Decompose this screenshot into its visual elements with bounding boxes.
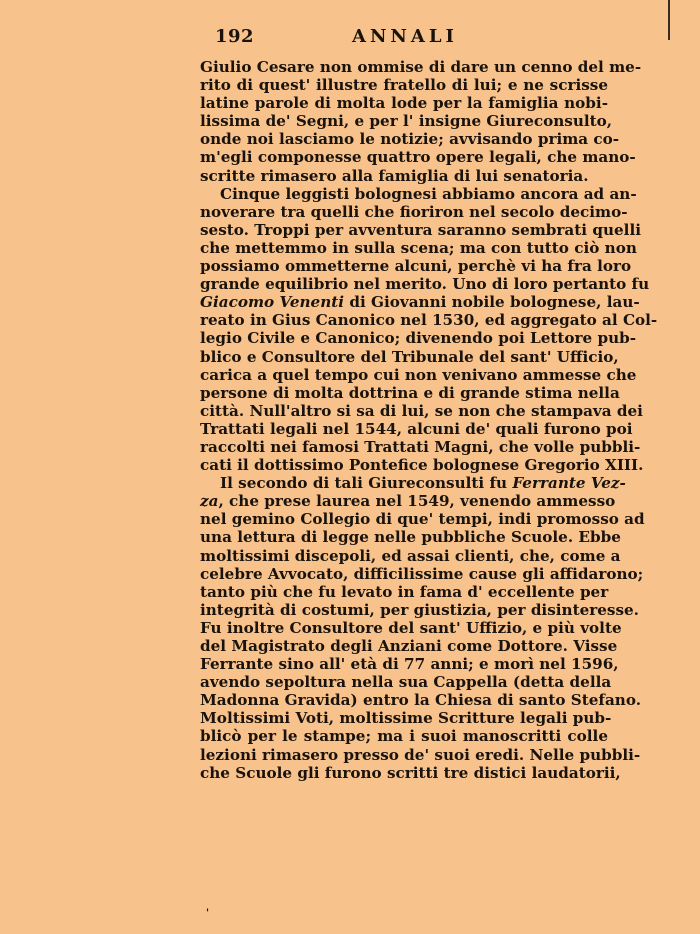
text-line: rito di quest' illustre fratello di lui; e ne scrisse: [200, 76, 608, 95]
text-line: onde noi lasciamo le notizie; avvisando prima co-: [200, 130, 620, 149]
text-line: reato in Gius Canonico nel 1530, ed aggregato al Col-: [200, 311, 658, 330]
body-text: [200, 58, 658, 782]
text-line: tanto più che fu levato in fama d' eccellente per: [200, 582, 609, 601]
text-line: latine parole di molta lode per la famiglia nobi-: [200, 94, 608, 113]
text-line: carica a quel tempo cui non venivano ammesse che: [200, 365, 637, 384]
text-line: raccolti nei famosi Trattati Magni, che volle pubbli-: [200, 437, 641, 456]
bottom-mark: ': [206, 908, 210, 919]
text-line: grande equilibrio nel merito. Uno di loro pertanto fu: [200, 275, 650, 294]
text-line: integrità di costumi, per giustizia, per disinteresse.: [200, 600, 639, 619]
text-line: lissima de' Segni, e per l' insigne Giureconsulto,: [200, 112, 613, 131]
text-line: blico e Consultore del Tribunale del sant' Ufficio,: [200, 347, 619, 366]
text-line: noverare tra quelli che fioriron nel secolo decimo-: [200, 202, 628, 221]
text-line: moltissimi discepoli, ed assai clienti, che, come a: [200, 546, 621, 565]
text-line: Giulio Cesare non ommise di dare un cenno del me-: [200, 58, 642, 76]
text-line: Il secondo di tali Giureconsulti fu Ferrante Vez-: [220, 474, 626, 493]
text-line: cati il dottissimo Pontefice bolognese Gregorio XIII.: [200, 456, 644, 475]
text-line: persone di molta dottrina e di grande stima nella: [200, 383, 620, 402]
text-line: una lettura di legge nelle pubbliche Scuole. Ebbe: [200, 528, 621, 547]
text-line: che Scuole gli furono scritti tre distici laudatorii,: [200, 763, 621, 782]
text-line: città. Null'altro si sa di lui, se non che stampava dei: [200, 401, 643, 420]
text-line: za, che prese laurea nel 1549, venendo ammesso: [200, 492, 616, 511]
text-line: lezioni rimasero presso de' suoi eredi. Nelle pubbli-: [200, 745, 641, 764]
text-line: m'egli componesse quattro opere legali, che mano-: [200, 148, 636, 167]
text-line: Ferrante sino all' età di 77 anni; e morì nel 1596,: [200, 655, 619, 674]
text-line: scritte rimasero alla famiglia di lui senatoria.: [200, 166, 589, 185]
running-title: ANNALI: [352, 26, 458, 47]
text-line: del Magistrato degli Anziani come Dottore. Visse: [200, 637, 618, 655]
text-line: che mettemmo in sulla scena; ma con tutto ciò non: [200, 238, 637, 257]
text-line: Giacomo Venenti di Giovanni nobile bolognese, lau-: [200, 293, 640, 312]
text-line: Cinque leggisti bolognesi abbiamo ancora ad an-: [220, 184, 637, 203]
text-line: Madonna Gravida) entro la Chiesa di santo Stefano.: [200, 691, 641, 710]
text-line: possiamo ommetterne alcuni, perchè vi ha fra loro: [200, 257, 632, 276]
text-line: Moltissimi Voti, moltissime Scritture legali pub-: [200, 709, 612, 728]
text-line: avendo sepoltura nella sua Cappella (detta della: [200, 673, 612, 692]
text-line: sesto. Troppi per avventura saranno sembrati quelli: [200, 220, 641, 239]
text-line: blicò per le stampe; ma i suoi manoscritti colle: [200, 727, 608, 746]
text-line: Fu inoltre Consultore del sant' Uffizio, e più volte: [200, 618, 622, 637]
text-line: Trattati legali nel 1544, alcuni de' quali furono poi: [200, 419, 633, 438]
text-line: nel gemino Collegio di que' tempi, indi promosso ad: [200, 510, 645, 529]
text-line: legio Civile e Canonico; divenendo poi Lettore pub-: [200, 329, 637, 348]
page-header: [0, 24, 700, 48]
page-number: 192: [215, 26, 255, 47]
text-line: celebre Avvocato, difficilissime cause gli affidarono;: [200, 564, 644, 583]
